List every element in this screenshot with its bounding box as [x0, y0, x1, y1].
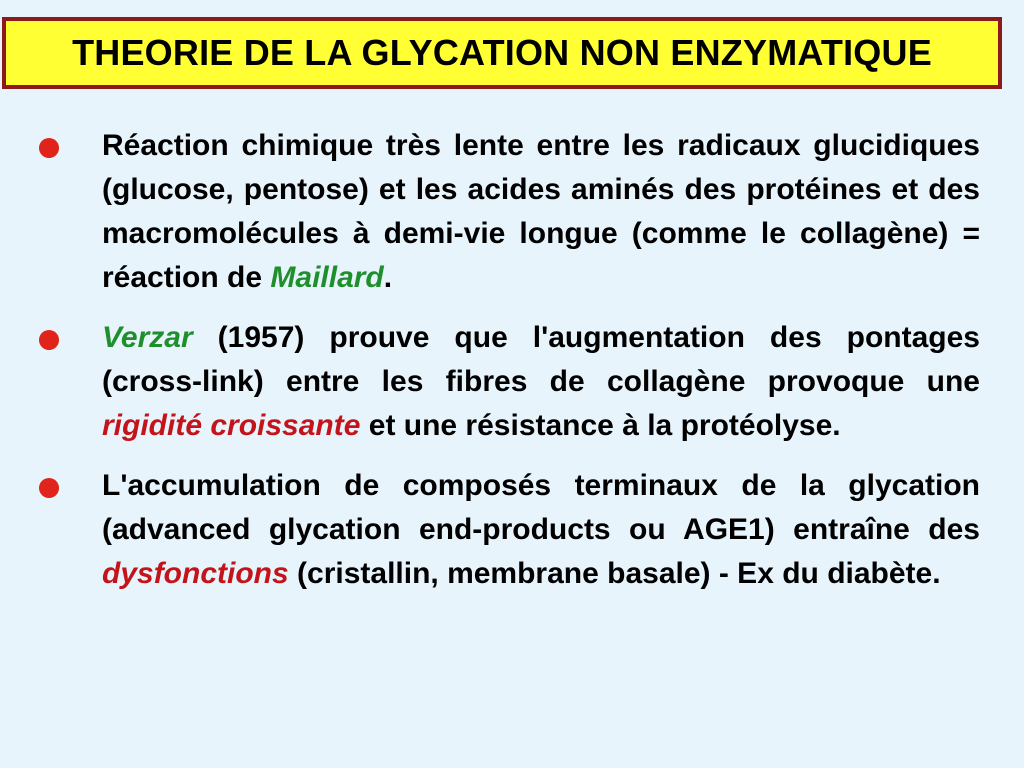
bullet-dot-icon	[39, 478, 59, 498]
title-box	[2, 17, 1002, 89]
slide-title: THEORIE DE LA GLYCATION NON ENZYMATIQUE	[72, 32, 932, 73]
bullet-1-text: Réaction chimique très lente entre les radicaux glucidiques (glucose, pentose) et les acides aminés des protéines et des macromolécules à demi-vie longue (comme le collagène) = réaction de	[102, 129, 980, 294]
bullet-2-emphasis: Verzar	[102, 321, 193, 354]
bullet-2-end: et une résistance à la protéolyse.	[360, 409, 841, 442]
bullet-1-end: .	[383, 261, 393, 294]
bullet-3-end: (cristallin, membrane basale) - Ex du diabète.	[288, 557, 941, 590]
bullet-dot-icon	[39, 138, 59, 158]
bullet-3-text: L'accumulation de composés terminaux de la glycation (advanced glycation end-products ou AGE1) entraîne des	[102, 469, 980, 546]
bullet-item-3	[30, 464, 980, 596]
bullet-1-emphasis: Maillard	[270, 261, 384, 294]
bullet-item-2	[30, 316, 980, 448]
bullet-3-emphasis: dysfonctions	[102, 557, 289, 590]
bullet-2-emphasis-red: rigidité croissante	[102, 409, 361, 442]
bullet-2-text: (1957) prouve que l'augmentation des pontages (cross-link) entre les fibres de collagène provoque une	[102, 321, 980, 398]
bullet-item-1	[30, 124, 980, 300]
bullet-dot-icon	[39, 330, 59, 350]
bullet-list	[30, 124, 980, 612]
